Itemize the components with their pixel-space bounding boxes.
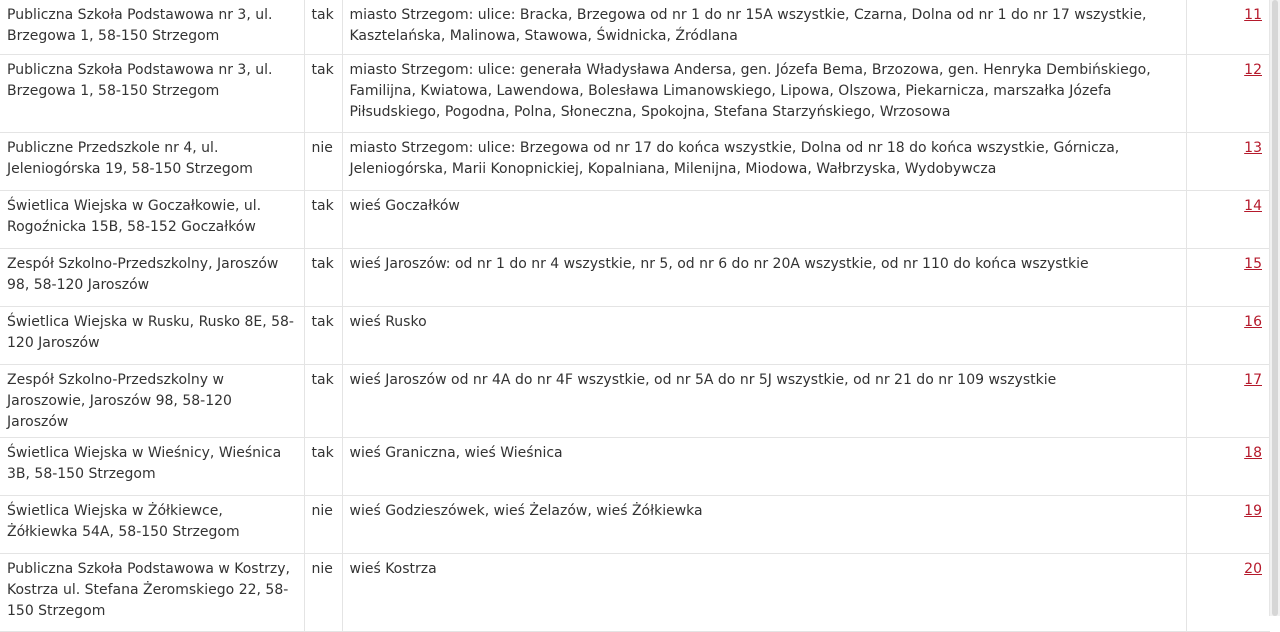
address-cell: Świetlica Wiejska w Goczałkowie, ul. Rogoźnicka 15B, 58-152 Goczałków [0, 190, 304, 248]
table-row [0, 190, 1270, 248]
address-cell: Publiczna Szkoła Podstawowa w Kostrzy, Kostrza ul. Stefana Żeromskiego 22, 58-150 Strzegom [0, 553, 304, 631]
accessibility-cell: nie [304, 553, 342, 631]
accessibility-cell: tak [304, 437, 342, 495]
area-cell: wieś Jaroszów: od nr 1 do nr 4 wszystkie, nr 5, od nr 6 do nr 20A wszystkie, od nr 110 do końca wszystkie [342, 248, 1186, 306]
district-number-link[interactable]: 19 [1244, 502, 1262, 519]
area-cell: wieś Graniczna, wieś Wieśnica [342, 437, 1186, 495]
area-cell: miasto Strzegom: ulice: Bracka, Brzegowa od nr 1 do nr 15A wszystkie, Czarna, Dolna od nr 1 do nr 17 wszystkie, Kasztelańska, Malinowa, Stawowa, Świdnicka, Źródlana [342, 0, 1186, 54]
district-number-link[interactable]: 16 [1244, 313, 1262, 330]
district-number-link[interactable]: 12 [1244, 61, 1262, 78]
address-cell: Publiczna Szkoła Podstawowa nr 3, ul. Brzegowa 1, 58-150 Strzegom [0, 54, 304, 132]
address-cell: Świetlica Wiejska w Rusku, Rusko 8E, 58-120 Jaroszów [0, 306, 304, 364]
accessibility-cell: tak [304, 364, 342, 437]
district-number-link[interactable]: 20 [1244, 560, 1262, 577]
accessibility-cell: tak [304, 248, 342, 306]
number-cell [1186, 364, 1270, 437]
number-cell [1186, 495, 1270, 553]
district-number-link[interactable]: 14 [1244, 197, 1262, 214]
district-number-link[interactable]: 17 [1244, 371, 1262, 388]
table-row [0, 495, 1270, 553]
table-row [0, 54, 1270, 132]
address-cell: Świetlica Wiejska w Żółkiewce, Żółkiewka 54A, 58-150 Strzegom [0, 495, 304, 553]
table-row [0, 437, 1270, 495]
accessibility-cell: nie [304, 495, 342, 553]
number-cell [1186, 54, 1270, 132]
number-cell [1186, 190, 1270, 248]
accessibility-cell: nie [304, 132, 342, 190]
table-row [0, 306, 1270, 364]
number-cell [1186, 306, 1270, 364]
area-cell: miasto Strzegom: ulice: generała Władysława Andersa, gen. Józefa Bema, Brzozowa, gen. Henryka Dembińskiego, Familijna, Kwiatowa, Lawendowa, Bolesława Limanowskiego, Lipowa, Olszowa, Piekarnicza, marszałka Józefa Piłsudskiego, Pogodna, Polna, Słoneczna, Spokojna, Stefana Starzyńskiego, Wrzosowa [342, 54, 1186, 132]
accessibility-cell: tak [304, 306, 342, 364]
vertical-scrollbar[interactable] [1269, 0, 1280, 616]
district-number-link[interactable]: 18 [1244, 444, 1262, 461]
table-row [0, 248, 1270, 306]
address-cell: Zespół Szkolno-Przedszkolny w Jaroszowie, Jaroszów 98, 58-120 Jaroszów [0, 364, 304, 437]
address-cell: Publiczna Szkoła Podstawowa nr 3, ul. Brzegowa 1, 58-150 Strzegom [0, 0, 304, 54]
area-cell: wieś Godzieszówek, wieś Żelazów, wieś Żółkiewka [342, 495, 1186, 553]
table-row [0, 0, 1270, 54]
accessibility-cell: tak [304, 0, 342, 54]
area-cell: wieś Jaroszów od nr 4A do nr 4F wszystkie, od nr 5A do nr 5J wszystkie, od nr 21 do nr 109 wszystkie [342, 364, 1186, 437]
table-row [0, 364, 1270, 437]
number-cell [1186, 553, 1270, 631]
number-cell [1186, 248, 1270, 306]
area-cell: miasto Strzegom: ulice: Brzegowa od nr 17 do końca wszystkie, Dolna od nr 18 do końca wszystkie, Górnicza, Jeleniogórska, Marii Konopnickiej, Kopalniana, Milenijna, Miodowa, Wałbrzyska, Wydobywcza [342, 132, 1186, 190]
accessibility-cell: tak [304, 54, 342, 132]
number-cell [1186, 132, 1270, 190]
area-cell: wieś Goczałków [342, 190, 1186, 248]
address-cell: Świetlica Wiejska w Wieśnicy, Wieśnica 3B, 58-150 Strzegom [0, 437, 304, 495]
district-number-link[interactable]: 13 [1244, 139, 1262, 156]
district-number-link[interactable]: 15 [1244, 255, 1262, 272]
address-cell: Publiczne Przedszkole nr 4, ul. Jeleniogórska 19, 58-150 Strzegom [0, 132, 304, 190]
table-row [0, 132, 1270, 190]
address-cell: Zespół Szkolno-Przedszkolny, Jaroszów 98, 58-120 Jaroszów [0, 248, 304, 306]
table-row [0, 553, 1270, 631]
accessibility-cell: tak [304, 190, 342, 248]
area-cell: wieś Rusko [342, 306, 1186, 364]
scrollbar-thumb[interactable] [1272, 0, 1278, 616]
district-number-link[interactable]: 11 [1244, 7, 1262, 23]
area-cell: wieś Kostrza [342, 553, 1186, 631]
number-cell [1186, 0, 1270, 54]
number-cell [1186, 437, 1270, 495]
